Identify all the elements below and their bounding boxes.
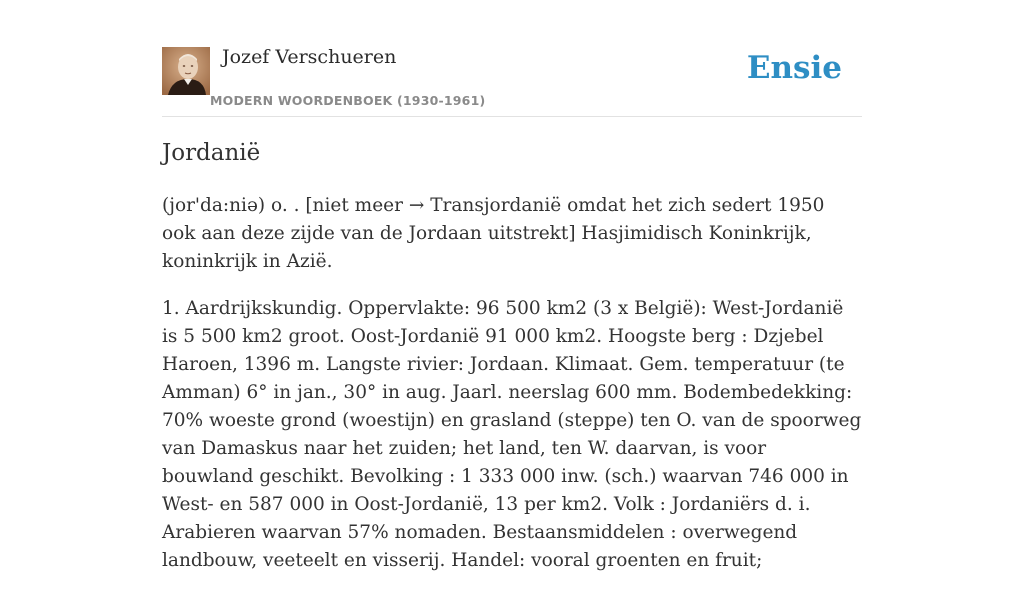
article-paragraph: 1. Aardrijkskundig. Oppervlakte: 96 500 km2 (3 x België): West-Jordanië is 5 500 km2 groot. Oost-Jordanië 91 000 km2. Hoogste berg : Dzjebel Haroen, 1396 m. Langste rivier: Jordaan. Klimaat. Gem. temperatuur (te Amman) 6° in jan., 30° in aug. Jaarl. neerslag 600 mm. Bodembedekking: 70% woeste grond (woestijn) en grasland (steppe) ten O. van de spoorweg van Damaskus naar het zuiden; het land, ten W. daarvan, is voor bouwland geschikt. Bevolking : 1 333 000 inw. (sch.) waarvan 746 000 in West- en 587 000 in Oost-Jordanië, 13 per km2. Volk : Jordaniërs d. i. Arabieren waarvan 57% nomaden. Bestaansmiddelen : overwegend landbouw, veeteelt en visserij. Handel: vooral groenten en fruit; bbox=[162, 298, 862, 571]
source-label[interactable]: MODERN WOORDENBOEK (1930-1961) bbox=[210, 93, 486, 108]
article-paragraph: (jor'da:niə) o. . [niet meer → Transjordanië omdat het zich sedert 1950 ook aan deze zijde van de Jordaan uitstrekt] Hasjimidisch Koninkrijk, koninkrijk in Azië. bbox=[162, 195, 825, 272]
author-portrait-icon bbox=[162, 47, 210, 95]
author-avatar[interactable] bbox=[162, 47, 210, 95]
page-title: Jordanië bbox=[162, 140, 261, 166]
header bbox=[162, 0, 862, 117]
article-body bbox=[162, 192, 862, 594]
author-name[interactable]: Jozef Verschueren bbox=[222, 46, 397, 68]
site-logo[interactable]: Ensie bbox=[746, 50, 842, 86]
